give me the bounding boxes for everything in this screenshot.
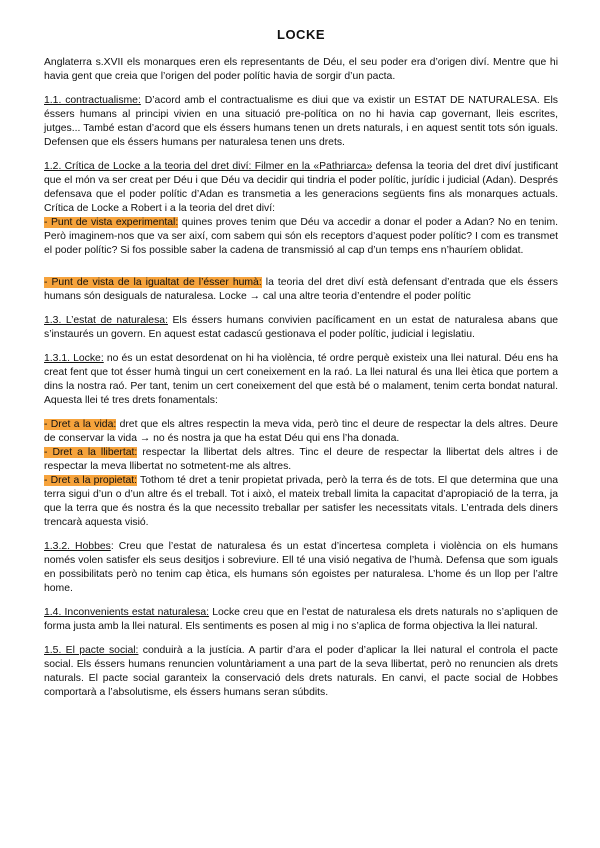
section-1-4	[44, 606, 558, 634]
right-text: Tothom té dret a tenir propietat privada, però la terra és de tots. El que determina que una terra sigui d’un o d’un altre és el treball. Tot i això, el mateix treball limita la capacitat d’apropiació de la terra, ja que la terra que és nostra és la que necessito treballar per satisfer les necessitats vitals. L’entrada dels diners trencarà aquesta visió.	[44, 475, 559, 528]
highlight-label: - Dret a la llibertat:	[44, 447, 138, 458]
section-heading: 1.3.2. Hobbes	[44, 541, 111, 552]
highlight-label: - Dret a la propietat:	[44, 475, 138, 486]
section-text: no és un estat desordenat on hi ha violència, té ordre perquè existeix una llei natural. Déu ens ha creat fent que tot ésser humà tingui un cert coneixement en la raó. La llei natural és una llei ètica que portem a dins la nostra raó. Per tant, tenim un cert coneixement del que està bé o malament, tenim certa bondat natural. Aquesta llei té tres drets fonamentals:	[44, 353, 558, 406]
section-text: conduirà a la justícia. A partir d’ara el poder d’aplicar la llei natural el controla el pacte social. Els éssers humans renuncien voluntàriament a una part de la seva llibertat, però no renuncien als drets naturals. El pacte social garanteix la conservació dels drets naturals. En canvi, el pacte social de Hobbes comportarà a l’absolutisme, els éssers humans seran súbdits.	[44, 645, 558, 698]
section-1-1	[44, 94, 558, 150]
section-text: : Creu que l’estat de naturalesa és un estat d’incertesa completa i violència on els humans només volen satisfer els seus desitjos i sobreviure. Ell té una visió negativa de l’humà. Defensa que som iguals en possibilitats però no tenim cap ètica, els humans són egoistes per naturalesa. L’home és un llop per l’altre home.	[44, 541, 558, 594]
section-text: D’acord amb el contractualisme es diui que va existir un ESTAT DE NATURALESA. Els éssers humans al principi vivien en una situació pre-política on no hi havia cap governant, lleis escrites, jutges... També estan d’acord que els éssers humans tenen un drets naturals, i en aquest sentit tots són iguals. Defensen que els éssers humans per naturalesa tenen uns drets.	[44, 95, 559, 148]
section-heading: 1.4. Inconvenients estat naturalesa:	[44, 607, 210, 618]
section-heading: 1.1. contractualisme:	[44, 95, 141, 106]
section-1-5	[44, 644, 558, 700]
section-heading: 1.3. L’estat de naturalesa:	[44, 315, 168, 326]
section-heading: 1.2. Crítica de Locke a la teoria del dret diví: Filmer en la «Pathriarca»	[44, 161, 373, 172]
intro-paragraph: Anglaterra s.XVII els monarques eren els representants de Déu, el seu poder era d’origen diví. Mentre que hi havia gent que creia que l’origen del poder polític havia de sorgir d’un pacta.	[44, 57, 558, 82]
highlight-label: - Punt de vista experimental:	[44, 217, 179, 228]
section-1-3	[44, 314, 558, 342]
point-text: la teoria del dret diví està defensant d’entrada que els éssers humans són desiguals de naturalesa. Locke → cal una altre teoria d’entendre el poder polític	[44, 277, 558, 302]
point-equality	[44, 276, 558, 304]
section-1-3-2	[44, 540, 558, 596]
right-text: respectar la llibertat dels altres. Tinc el deure de respectar la llibertat dels altres i de respectar la meva llibertat no sotmetent-me als altres.	[44, 447, 559, 472]
section-text: Locke creu que en l’estat de naturalesa els drets naturals no s’apliquen de forma justa amb la llei natural. Els sentiments es posen al mig i no s’aplica de forma objectiva la llei natural.	[44, 607, 558, 632]
section-text: defensa la teoria del dret diví justificant que el món va ser creat per Déu i que Déu va decidir qui tindria el poder polític, jurídic i judicial (Adan). Després defensava que el poder polític d’Adan es transmetia a les generacions següents fins als monarques actuals. Crítica de Locke a Robert i a la teoria del dret diví:	[44, 161, 558, 214]
section-heading: 1.3.1. Locke:	[44, 353, 104, 364]
highlight-label: - Dret a la vida:	[44, 419, 117, 430]
point-experimental	[44, 216, 558, 258]
point-text: quines proves tenim que Déu va accedir a donar el poder a Adan? No en tenim. Però imaginem-nos que va ser així, com sabem qui són els receptors d’aquest poder polític? I com es transmet el poder polític? Si fos possible saber la cadena de transmissió al cap d’un temps ens n’hauríem oblidat.	[44, 217, 558, 256]
section-1-3-1	[44, 352, 558, 408]
right-text: dret que els altres respectin la meva vida, però tinc el deure de respectar la dels altres. Deure de conservar la vida → no és nostra ja que ha estat Déu qui ens l’ha donada.	[44, 419, 558, 444]
section-text: Els éssers humans convivien pacíficament en un estat de naturalesa abans que s’instaurés un govern. En aquest estat cadascú gestionava el poder polític, judicial i legislatiu.	[44, 315, 558, 340]
right-to-liberty	[44, 446, 558, 474]
section-heading: 1.5. El pacte social:	[44, 645, 139, 656]
right-to-property	[44, 474, 558, 530]
section-1-2	[44, 160, 558, 216]
right-to-life	[44, 418, 558, 446]
page-title: LOCKE	[277, 27, 325, 42]
highlight-label: - Punt de vista de la igualtat de l’ésser humà:	[44, 277, 262, 288]
